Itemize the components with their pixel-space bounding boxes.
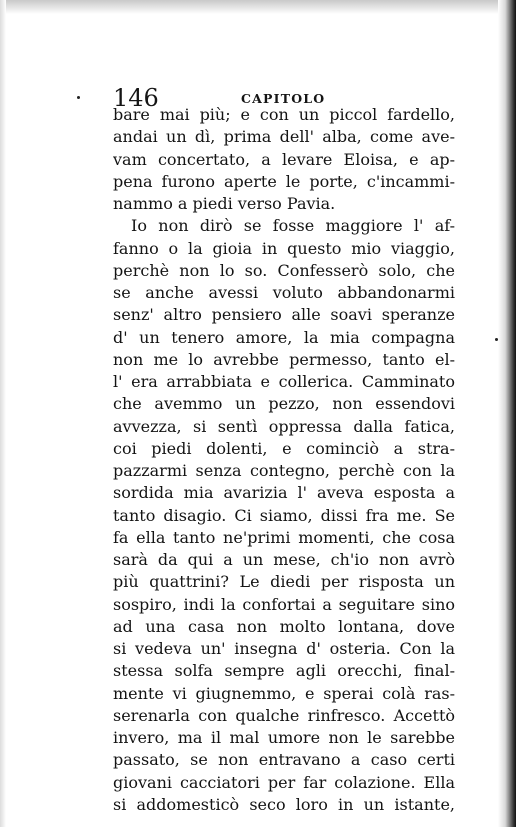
text-line: fa ella tanto ne'primi momenti, che cosa — [113, 527, 455, 547]
page-gutter-shadow — [498, 0, 516, 827]
text-line: sarà da qui a un mese, ch'io non avrò — [113, 550, 455, 569]
text-line: perchè non lo so. Confesserò solo, che — [113, 260, 455, 280]
text-line: più quattrini? Le diedi per risposta un — [113, 572, 455, 592]
body-text — [113, 104, 455, 816]
text-line: stessa solfa sempre agli orecchi, final- — [113, 661, 455, 681]
text-line: invero, ma il mal umore non le sarebbe — [113, 728, 455, 747]
text-line: sospiro, indi la confortai a seguitare sino — [113, 594, 455, 614]
text-line: pena furono aperte le porte, c'incammi- — [113, 171, 455, 191]
page-top-shadow — [0, 0, 516, 14]
text-line: l' era arrabbiata e collerica. Camminato — [113, 372, 455, 391]
text-line: tanto disagio. Ci siamo, dissi fra me. Se — [113, 505, 455, 525]
text-line: pazzarmi senza contegno, perchè con la — [113, 461, 455, 480]
text-line: serenarla con qualche rinfresco. Accettò — [113, 705, 455, 725]
text-line: passato, se non entravano a caso certi — [113, 750, 455, 770]
paragraph-1 — [113, 104, 455, 215]
chapter-heading: CAPITOLO — [241, 91, 326, 106]
text-line: giovani cacciatori per far colazione. Ella — [113, 772, 455, 792]
text-line: vam concertato, a levare Eloisa, e ap- — [113, 149, 455, 169]
text-line: fanno o la gioia in questo mio viaggio, — [113, 238, 455, 258]
text-line: si addomesticò seco loro in un istante, — [113, 794, 455, 814]
page-number: 146 — [113, 84, 159, 112]
text-line: bare mai più; e con un piccol fardello, — [113, 105, 455, 124]
page-left-shadow — [0, 0, 6, 827]
text-line: che avemmo un pezzo, non essendovi — [113, 394, 455, 414]
text-line: non me lo avrebbe permesso, tanto el- — [113, 349, 455, 369]
text-line: Io non dirò se fosse maggiore l' af- — [131, 216, 455, 236]
text-line: ad una casa non molto lontana, dove — [113, 616, 455, 636]
ink-speck — [77, 96, 80, 99]
text-line: se anche avessi voluto abbandonarmi — [113, 283, 455, 302]
paragraph-2 — [113, 215, 455, 816]
text-line: avvezza, si sentì oppressa dalla fatica, — [113, 416, 455, 436]
text-line: nammo a piedi verso Pavia. — [113, 194, 336, 213]
text-line: coi piedi dolenti, e cominciò a stra- — [113, 438, 455, 458]
text-line: d' un tenero amore, la mia compagna — [113, 327, 455, 347]
text-line: senz' altro pensiero alle soavi speranze — [113, 305, 455, 325]
text-line: sordida mia avarizia l' aveva esposta a — [113, 483, 455, 503]
ink-speck — [495, 338, 498, 341]
text-line: mente vi giugnemmo, e sperai colà ras- — [113, 683, 455, 703]
text-line: andai un dì, prima dell' alba, come ave- — [113, 127, 455, 147]
text-line: si vedeva un' insegna d' osteria. Con la — [113, 639, 455, 658]
